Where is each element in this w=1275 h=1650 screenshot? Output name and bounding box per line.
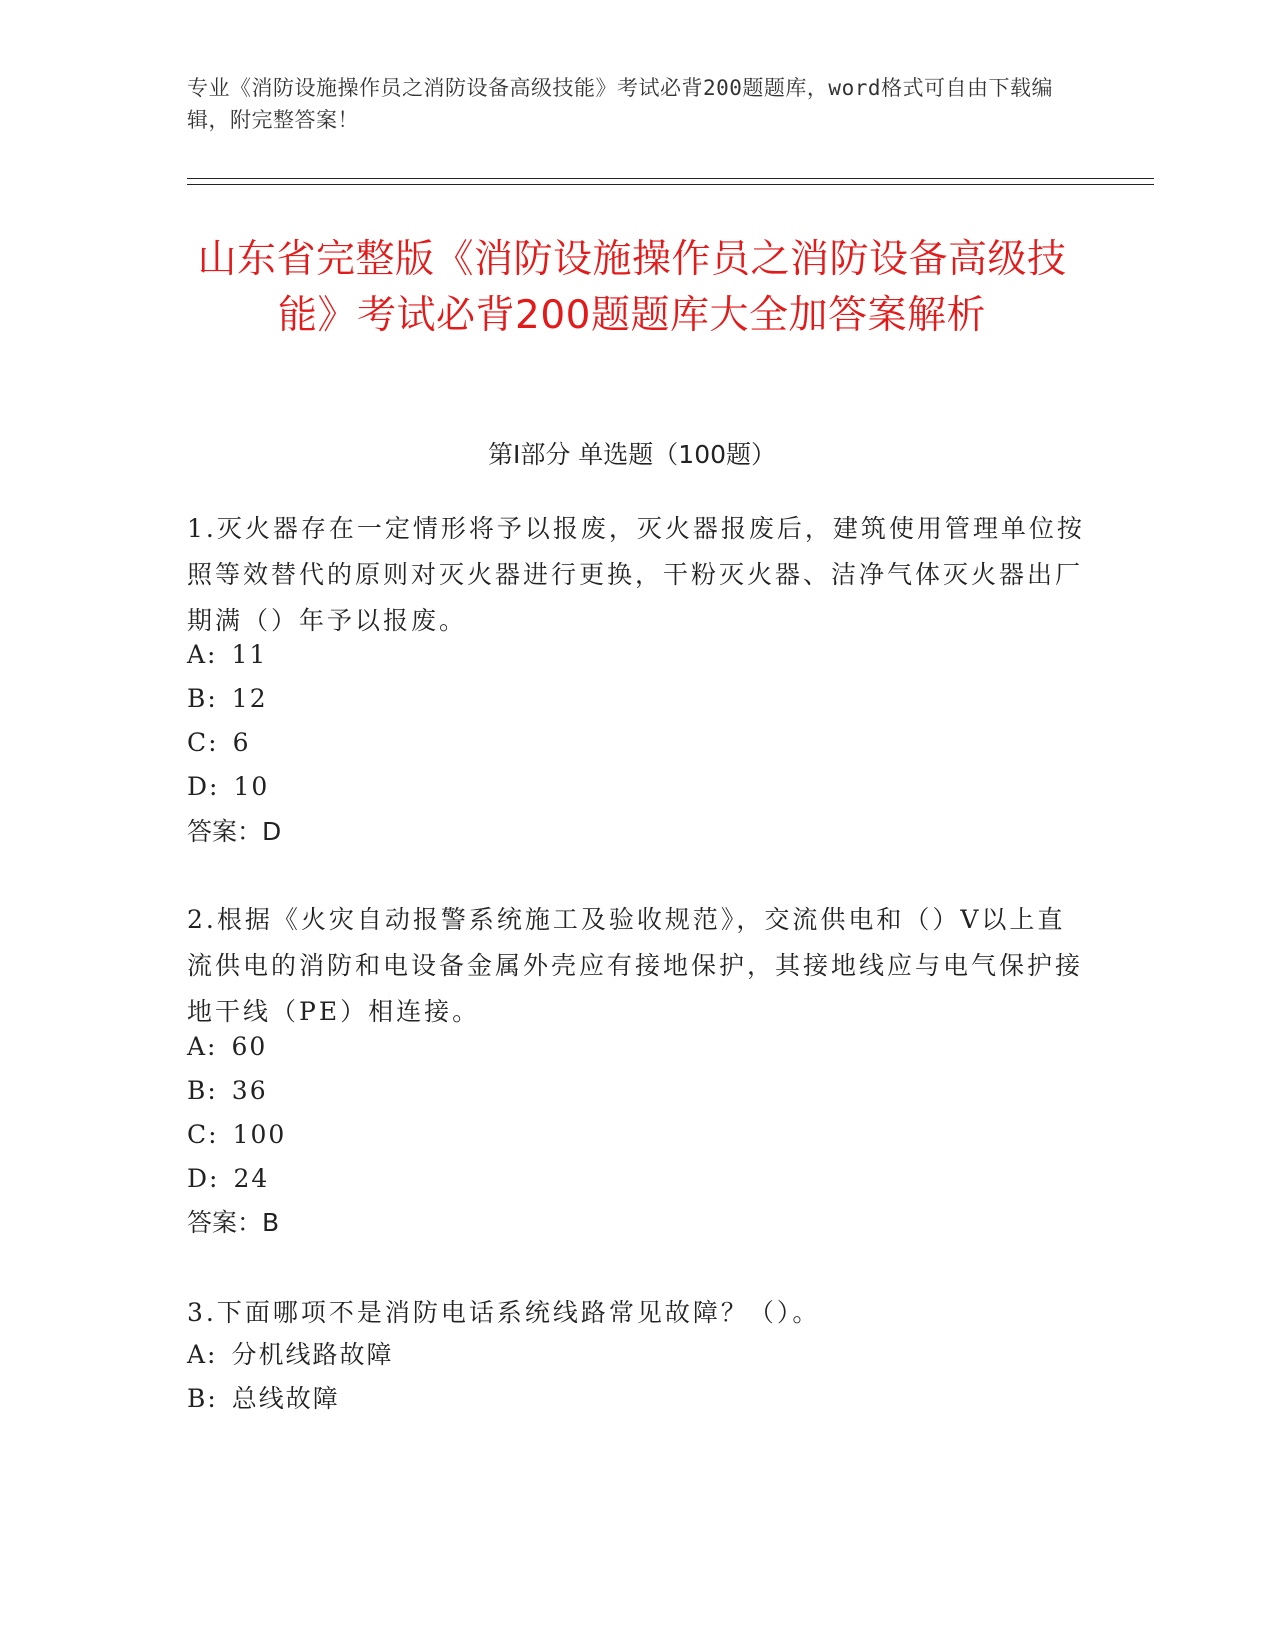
question-2-option-d <box>187 1162 269 1196</box>
option-key: A: <box>187 1340 218 1369</box>
question-2-option-c <box>187 1118 286 1152</box>
option-value: 11 <box>231 640 268 669</box>
document-title: 山东省完整版《消防设施操作员之消防设备高级技能》考试必背200题题库大全加答案解析 <box>197 237 1067 338</box>
option-key: D: <box>187 1164 220 1193</box>
option-value: 总线故障 <box>231 1384 340 1413</box>
option-value: 12 <box>231 684 268 713</box>
option-value: 10 <box>233 772 270 801</box>
option-value: 36 <box>231 1076 268 1105</box>
header-note: 专业《消防设施操作员之消防设备高级技能》考试必背200题题库，word格式可自由下载编辑，附完整答案！ <box>187 76 1053 132</box>
option-value: 分机线路故障 <box>231 1340 394 1369</box>
option-key: A: <box>187 1032 218 1061</box>
header-divider-bottom <box>187 184 1154 185</box>
question-2-text: 2.根据《火灾自动报警系统施工及验收规范》，交流供电和（）V以上直流供电的消防和电设备金属外壳应有接地保护，其接地线应与电气保护接地干线（PE）相连接。 <box>187 905 1084 1026</box>
option-key: C: <box>187 728 219 757</box>
option-key: B: <box>187 1384 218 1413</box>
question-2-answer: 答案：B <box>187 1208 280 1237</box>
question-1-option-c <box>187 726 250 760</box>
question-2-option-a <box>187 1030 267 1064</box>
question-1-text: 1.灭火器存在一定情形将予以报废，灭火器报废后，建筑使用管理单位按照等效替代的原则对灭火器进行更换，干粉灭火器、洁净气体灭火器出厂期满（）年予以报废。 <box>187 514 1085 635</box>
question-1-answer: 答案：D <box>187 817 282 846</box>
section-heading: 第I部分 单选题（100题） <box>487 440 777 469</box>
question-2-option-b <box>187 1074 268 1108</box>
header-divider-top <box>187 178 1154 179</box>
option-key: A: <box>187 640 218 669</box>
question-1-option-a <box>187 638 267 672</box>
option-value: 60 <box>231 1032 268 1061</box>
option-key: C: <box>187 1120 219 1149</box>
question-3-option-a <box>187 1338 394 1372</box>
option-key: B: <box>187 684 218 713</box>
question-3-text: 3.下面哪项不是消防电话系统线路常见故障？（）。 <box>187 1298 821 1327</box>
option-value: 6 <box>232 728 251 757</box>
question-3-option-b <box>187 1382 340 1416</box>
question-1-option-b <box>187 682 268 716</box>
question-1-option-d <box>187 770 269 804</box>
option-key: B: <box>187 1076 218 1105</box>
option-value: 100 <box>232 1120 287 1149</box>
option-value: 24 <box>233 1164 270 1193</box>
option-key: D: <box>187 772 220 801</box>
